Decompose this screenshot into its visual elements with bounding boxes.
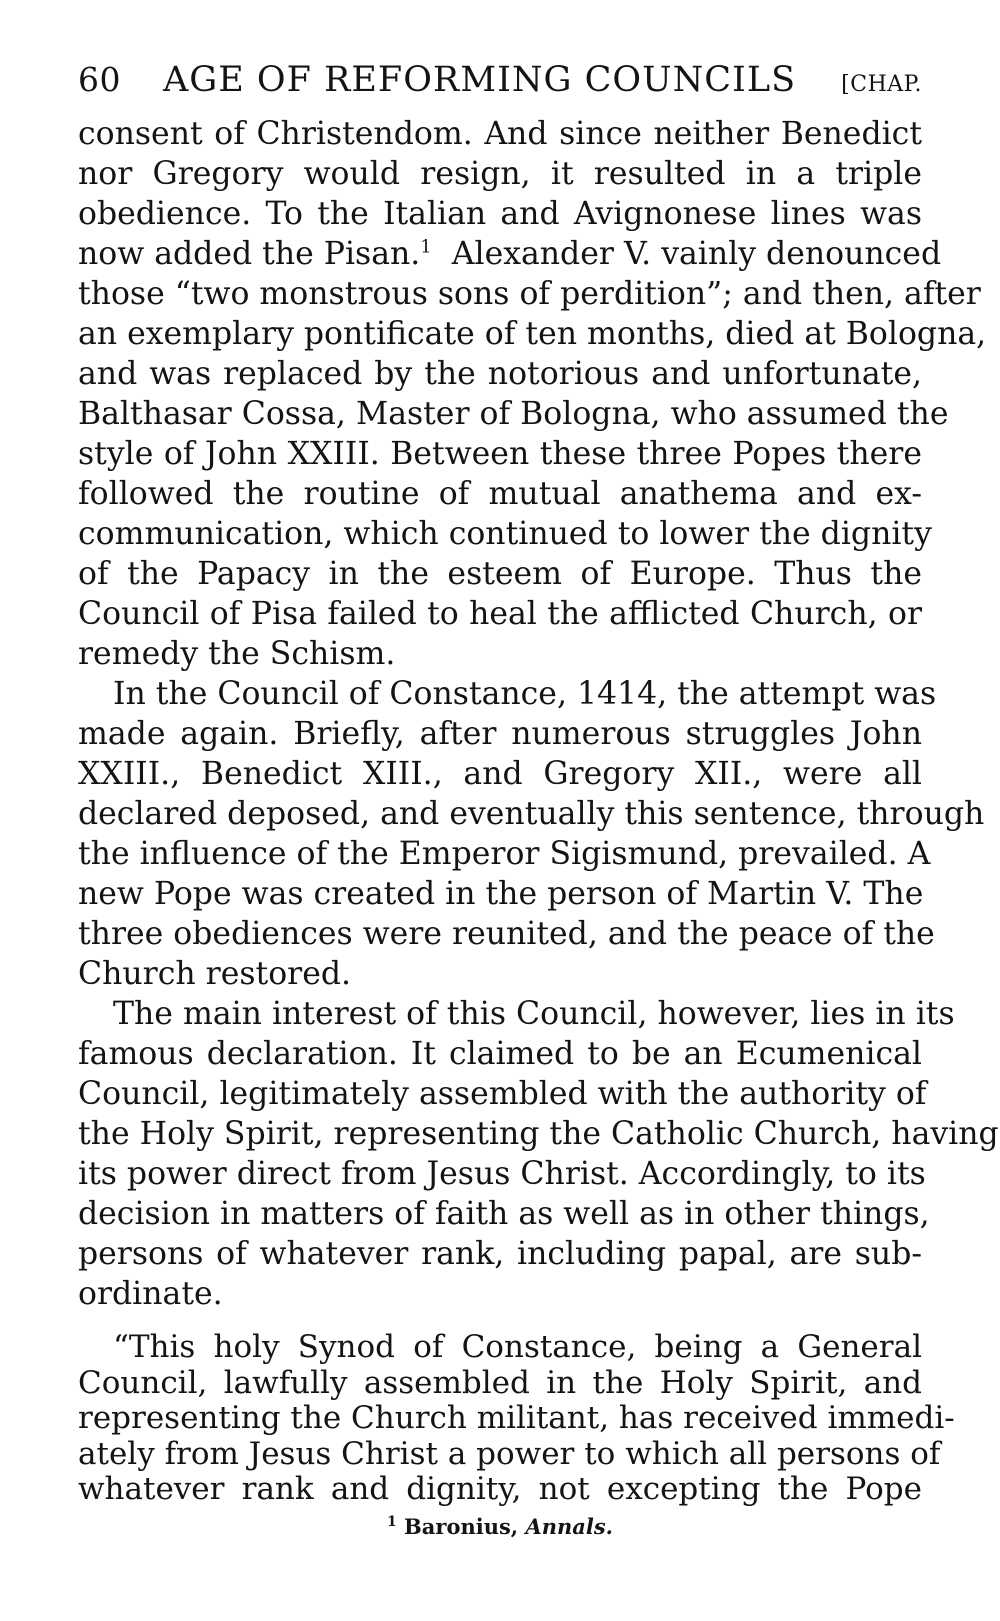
text-line: and was replaced by the notorious and unfortunate, (78, 356, 922, 392)
text-line: new Pope was created in the person of Martin V. The (78, 876, 924, 912)
text-line: In the Council of Constance, 1414, the attempt was (113, 676, 937, 712)
footnote-reference: 1 (420, 236, 432, 258)
footnote (78, 1514, 922, 1539)
chapter-marker: [CHAP. (841, 72, 922, 97)
quote-line: whatever rank and dignity, not excepting the Pope (78, 1471, 922, 1507)
book-page (78, 60, 999, 1539)
text-line: obedience. To the Italian and Avignonese lines was (78, 196, 922, 232)
text-segment: Alexander V. vainly denounced (451, 236, 942, 272)
text-line: famous declaration. It claimed to be an Ecumenical (78, 1036, 922, 1072)
text-line: of the Papacy in the esteem of Europe. Thus the (78, 556, 922, 592)
text-line: an exemplary pontificate of ten months, died at Bologna, (78, 316, 987, 352)
running-title: AGE OF REFORMING COUNCILS (163, 60, 797, 100)
text-line: style of John XXIII. Between these three Popes there (78, 436, 922, 472)
paragraph-3 (78, 994, 999, 1314)
text-line: made again. Briefly, after numerous struggles John (78, 716, 922, 752)
footnote-work: Annals. (525, 1513, 613, 1539)
text-line: declared deposed, and eventually this sentence, through (78, 796, 985, 832)
text-segment: now added the Pisan. (78, 236, 421, 272)
text-line: ordinate. (78, 1276, 223, 1312)
text-line: those “two monstrous sons of perdition”; and then, after (78, 276, 981, 312)
text-line: Council of Pisa failed to heal the afflicted Church, or (78, 596, 922, 632)
text-line: nor Gregory would resign, it resulted in a triple (78, 156, 922, 192)
text-line: the influence of the Emperor Sigismund, prevailed. A (78, 836, 931, 872)
text-line: decision in matters of faith as well as in other things, (78, 1196, 930, 1232)
text-line: persons of whatever rank, including papal, are sub- (78, 1236, 922, 1272)
text-line: followed the routine of mutual anathema and ex- (78, 476, 922, 512)
quote-line: “This holy Synod of Constance, being a General (113, 1329, 922, 1365)
text-line: the Holy Spirit, representing the Catholic Church, having (78, 1116, 999, 1152)
quote-line: Council, lawfully assembled in the Holy Spirit, and (78, 1364, 922, 1401)
text-line: Balthasar Cossa, Master of Bologna, who assumed the (78, 396, 949, 432)
text-line: XXIII., Benedict XIII., and Gregory XII., were all (78, 756, 922, 792)
text-line: Church restored. (78, 956, 352, 992)
text-line: consent of Christendom. And since neither Benedict (78, 116, 922, 152)
paragraph-1 (78, 114, 987, 674)
text-line: Council, legitimately assembled with the authority of (78, 1076, 927, 1112)
quote-line: ately from Jesus Christ a power to which all persons of (78, 1435, 941, 1472)
text-line: remedy the Schism. (78, 636, 396, 672)
text-line-with-footnote (78, 234, 942, 274)
page-number: 60 (78, 60, 121, 99)
running-head (78, 60, 922, 114)
paragraph-2 (78, 674, 985, 994)
text-line: communication, which continued to lower the dignity (78, 516, 932, 552)
footnote-author: Baronius, (404, 1513, 519, 1539)
quote-line: representing the Church militant, has received immedi- (78, 1400, 955, 1436)
footnote-marker: 1 (386, 1513, 397, 1530)
text-line: its power direct from Jesus Christ. Accordingly, to its (78, 1156, 926, 1192)
text-line: The main interest of this Council, however, lies in its (113, 996, 955, 1032)
text-line: three obediences were reunited, and the peace of the (78, 916, 935, 952)
block-quote (78, 1329, 955, 1508)
